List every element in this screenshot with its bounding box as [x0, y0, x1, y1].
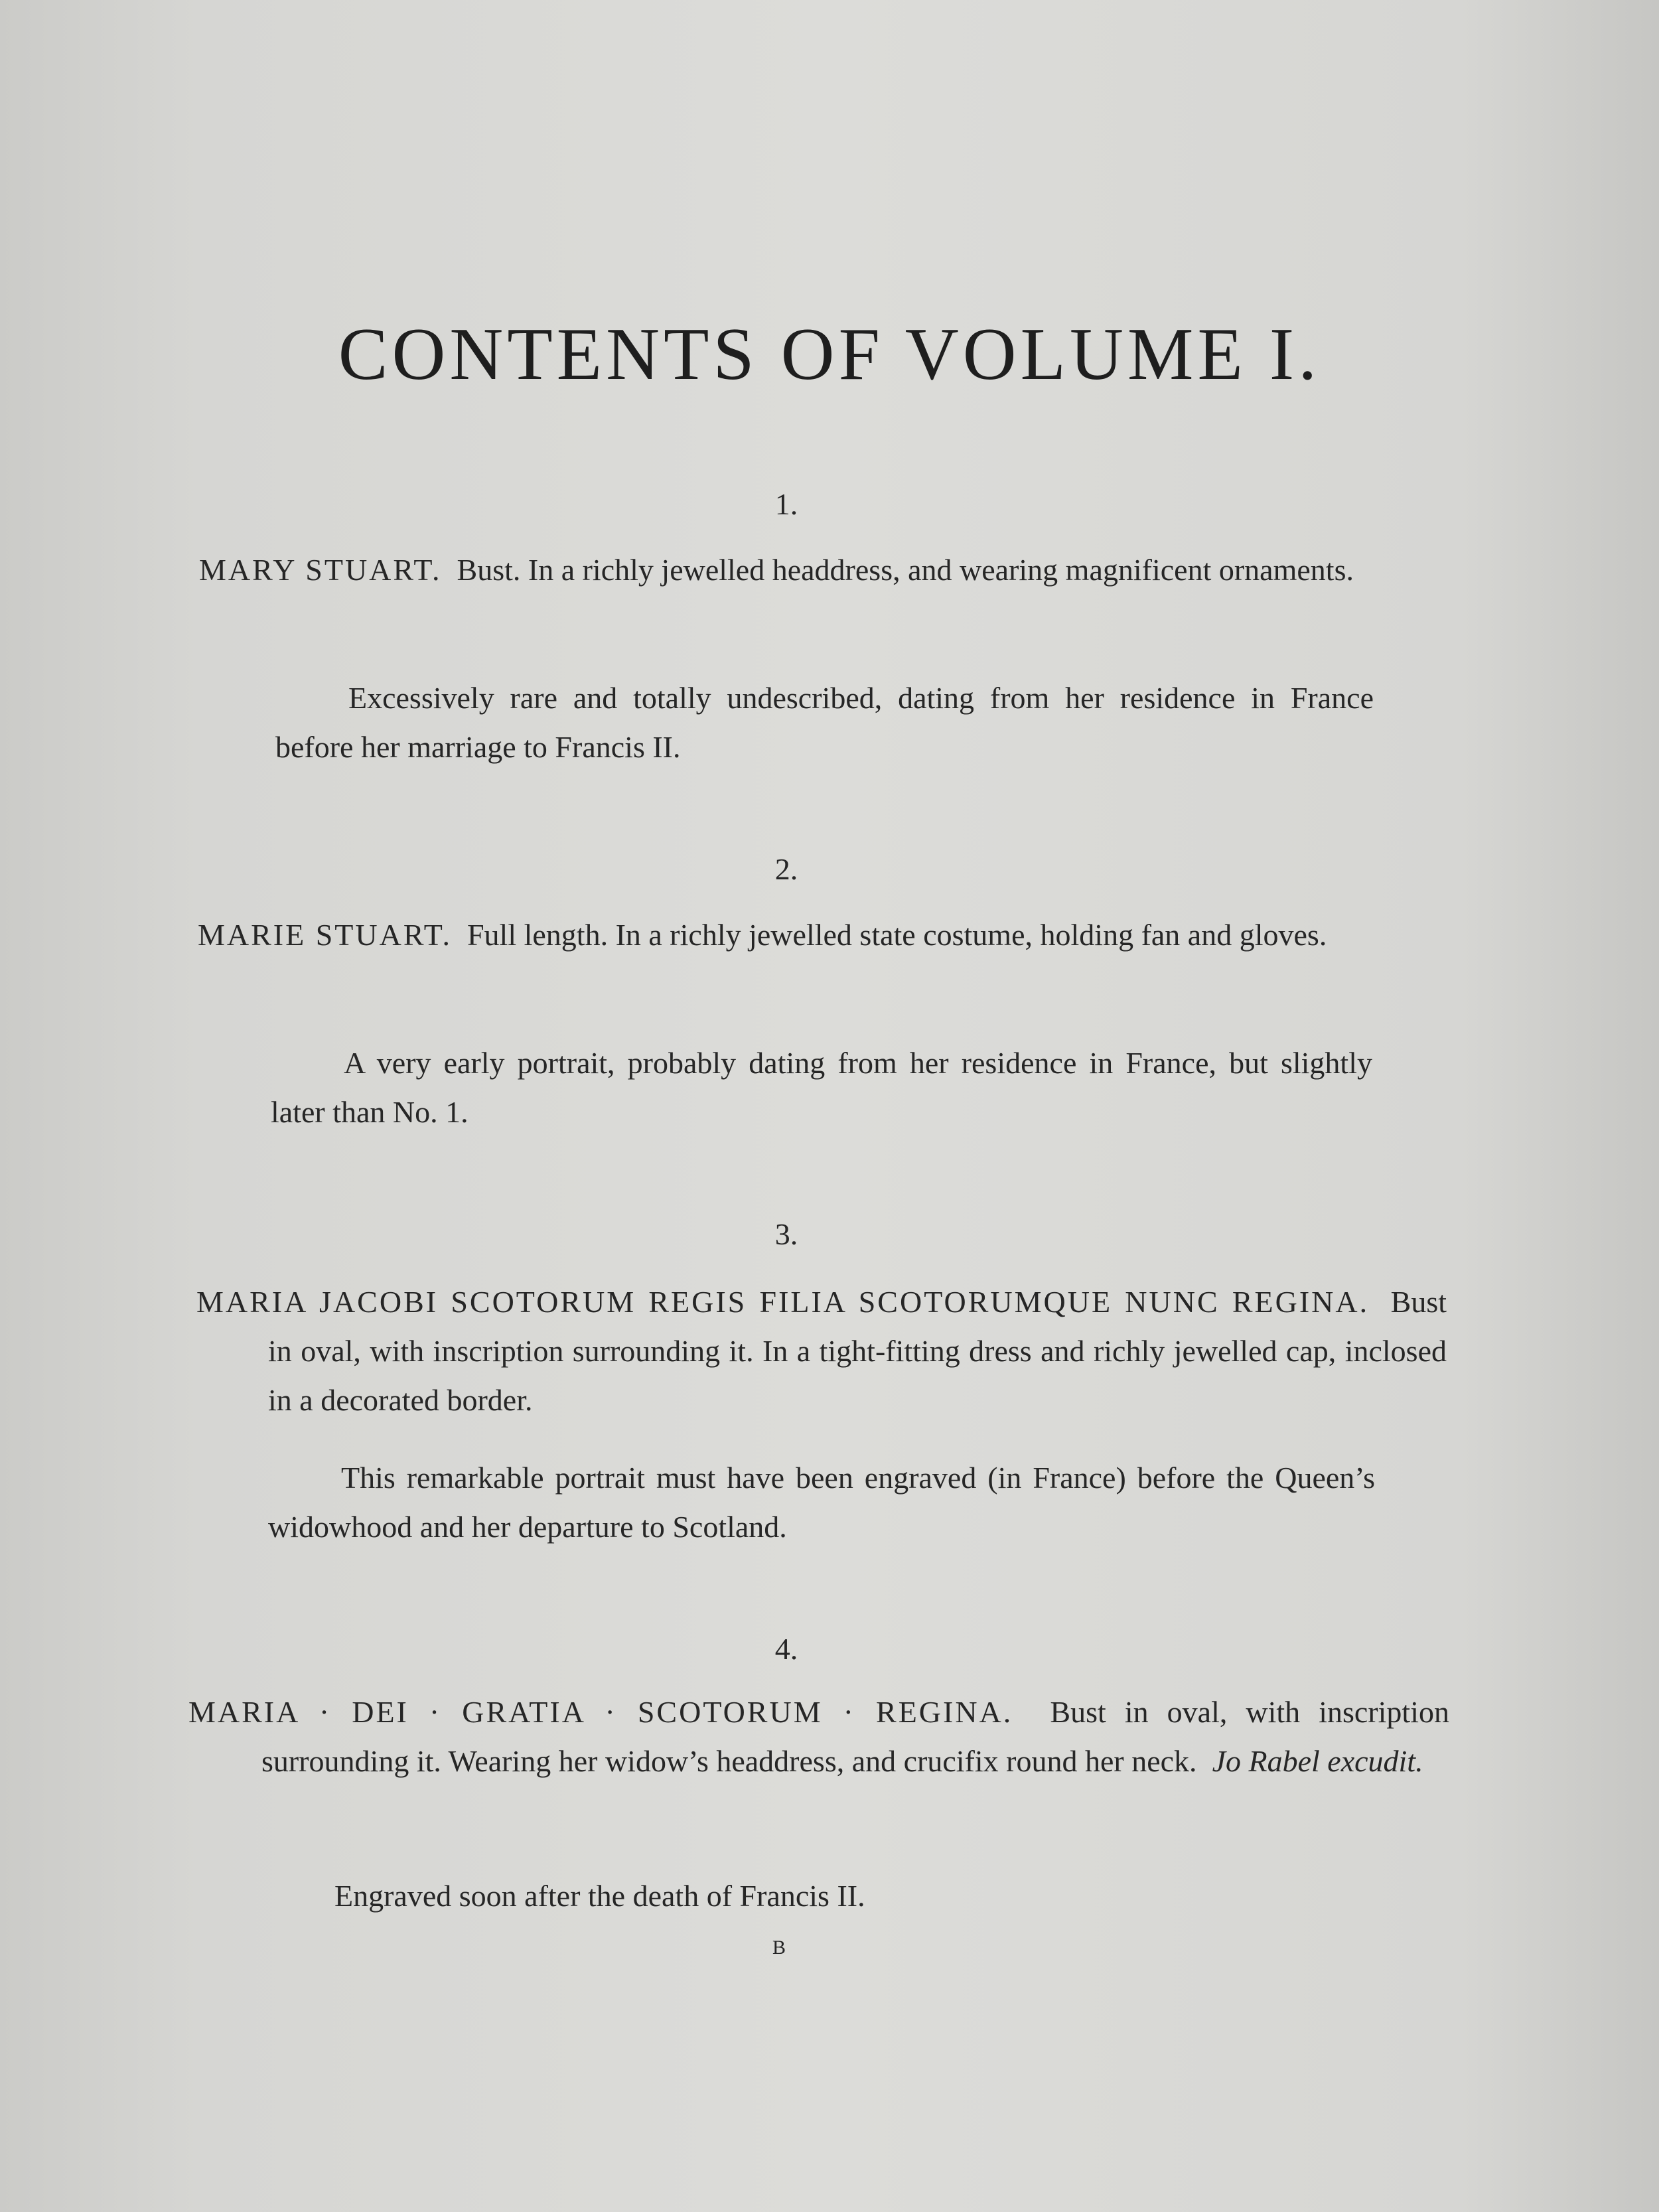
entry-description [199, 546, 1448, 595]
entry-note: A very early portrait, probably dating from her residence in France, but slightly later than No. 1. [271, 1046, 1372, 1129]
entry-number: 3. [774, 1217, 798, 1251]
entry-description-text: Bust. In a richly jewelled headdress, and wearing magnificent ornaments. [457, 553, 1354, 587]
entry-description-text: Bust in oval, with inscription surrounding it. In a tight-fitting dress and richly jewelled cap, inclosed in a decorated border. [268, 1285, 1447, 1417]
entry-heading: MARY STUART. [199, 553, 442, 587]
entry-heading: MARIA · DEI · GRATIA · SCOTORUM · REGINA. [188, 1695, 1013, 1729]
entry-note: Excessively rare and totally undescribed, dating from her residence in France before her marriage to Francis II. [275, 681, 1374, 764]
page-title: CONTENTS OF VOLUME I. [338, 313, 1321, 396]
entry-note: Engraved soon after the death of Francis II. [334, 1879, 865, 1913]
entry-number: 4. [774, 1632, 798, 1666]
engraver-credit: Jo Rabel excudit. [1212, 1744, 1423, 1778]
entry-description-text: Full length. In a richly jewelled state costume, holding fan and gloves. [467, 918, 1327, 952]
entry-heading: MARIA JACOBI SCOTORUM REGIS FILIA SCOTORUMQUE NUNC REGINA. [196, 1285, 1370, 1319]
folio-signature: B [772, 1937, 787, 1958]
entry-description-text: Bust in oval, with inscription surrounding it. Wearing her widow’s headdress, and crucifix round her neck. [261, 1695, 1449, 1778]
entry-number: 2. [774, 852, 798, 886]
entry-number: 1. [774, 487, 798, 521]
entry-description [198, 911, 1445, 960]
entry-note: This remarkable portrait must have been engraved (in France) before the Queen’s widowhood and her departure to Scotland. [268, 1461, 1375, 1544]
entry-description [196, 1278, 1447, 1425]
entry-description [188, 1688, 1449, 1786]
entry-heading: MARIE STUART. [198, 918, 452, 952]
